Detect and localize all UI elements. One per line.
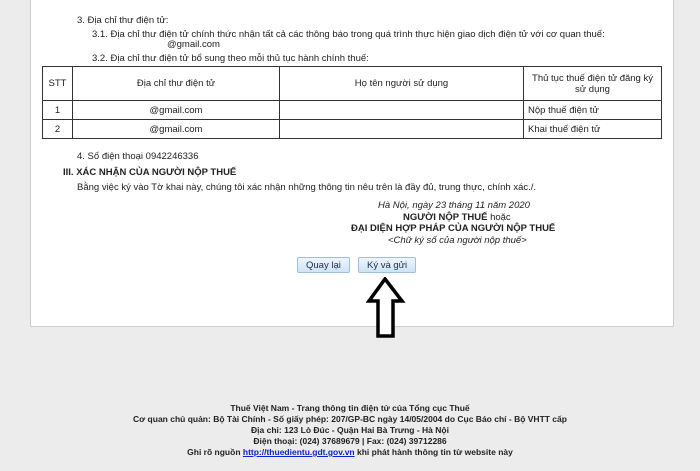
email-table	[42, 66, 662, 139]
footer-contact: Điện thoại: (024) 37689679 | Fax: (024) 39712286	[253, 436, 447, 446]
signature-taxpayer: NGƯỜI NỘP THUẾ	[403, 212, 488, 223]
footer-agency: Cơ quan chủ quản: Bộ Tài Chính - Số giấy phép: 207/GP-BC ngày 14/05/2004 do Cục Báo chí - Bộ VHTT cấp	[133, 414, 567, 424]
table-header-email: Địa chỉ thư điện tử	[73, 67, 280, 101]
back-button[interactable]: Quay lại	[297, 257, 350, 273]
table-row	[43, 101, 662, 120]
footer-source-link[interactable]: http://thuedientu.gdt.gov.vn	[242, 447, 355, 457]
form-panel	[30, 0, 674, 327]
table-header-procedure: Thủ tục thuế điện tử đăng ký sử dụng	[524, 67, 662, 101]
table-cell-email: @gmail.com	[73, 101, 280, 120]
confirmation-statement: Bằng việc ký vào Tờ khai này, chúng tôi xác nhận những thông tin nêu trên là đầy đủ, trung thực, chính xác./.	[77, 182, 537, 193]
sign-and-send-button[interactable]: Ký và gửi	[358, 257, 416, 273]
up-arrow-icon	[366, 277, 406, 339]
signature-note: <Chữ ký số của người nộp thuế>	[388, 235, 527, 246]
table-header-row	[43, 67, 662, 101]
signature-representative: ĐẠI DIỆN HỢP PHÁP CỦA NGƯỜI NỘP THUẾ	[351, 223, 556, 234]
table-header-stt: STT	[43, 67, 73, 101]
table-cell-name	[280, 120, 524, 139]
section3-item1-label: 3.1. Địa chỉ thư điện tử chính thức nhận tất cả các thông báo trong quá trình thực hiện giao dịch điện tử với cơ quan thuế:	[92, 29, 605, 40]
phone-number: 4. Số điện thoại 0942246336	[77, 151, 199, 162]
table-cell-procedure: Khai thuế điện tử	[524, 120, 662, 139]
table-cell-name	[280, 101, 524, 120]
footer-address: Địa chỉ: 123 Lò Đúc - Quận Hai Bà Trưng - Hà Nội	[251, 425, 449, 435]
section3-item1-value: @gmail.com	[167, 39, 220, 50]
section-iii-heading: III. XÁC NHẬN CỦA NGƯỜI NỘP THUẾ	[63, 167, 237, 178]
signature-date: Hà Nội, ngày 23 tháng 11 năm 2020	[378, 200, 530, 211]
signature-or: hoặc	[487, 212, 511, 223]
footer-source-prefix: Ghi rõ nguồn	[187, 447, 243, 457]
footer-source-suffix: khi phát hành thông tin từ website này	[354, 447, 513, 457]
table-cell-email: @gmail.com	[73, 120, 280, 139]
table-cell-stt: 2	[43, 120, 73, 139]
table-cell-stt: 1	[43, 101, 73, 120]
signature-line1	[403, 212, 511, 223]
table-cell-procedure: Nộp thuế điện tử	[524, 101, 662, 120]
footer-source	[0, 447, 700, 458]
table-header-name: Họ tên người sử dụng	[280, 67, 524, 101]
footer-title: Thuế Việt Nam - Trang thông tin điện tử của Tổng cục Thuế	[230, 403, 470, 413]
section3-heading: 3. Địa chỉ thư điện tử:	[77, 15, 169, 26]
section3-item2-label: 3.2. Địa chỉ thư điện tử bổ sung theo mỗi thủ tục hành chính thuế:	[92, 53, 369, 64]
table-row	[43, 120, 662, 139]
